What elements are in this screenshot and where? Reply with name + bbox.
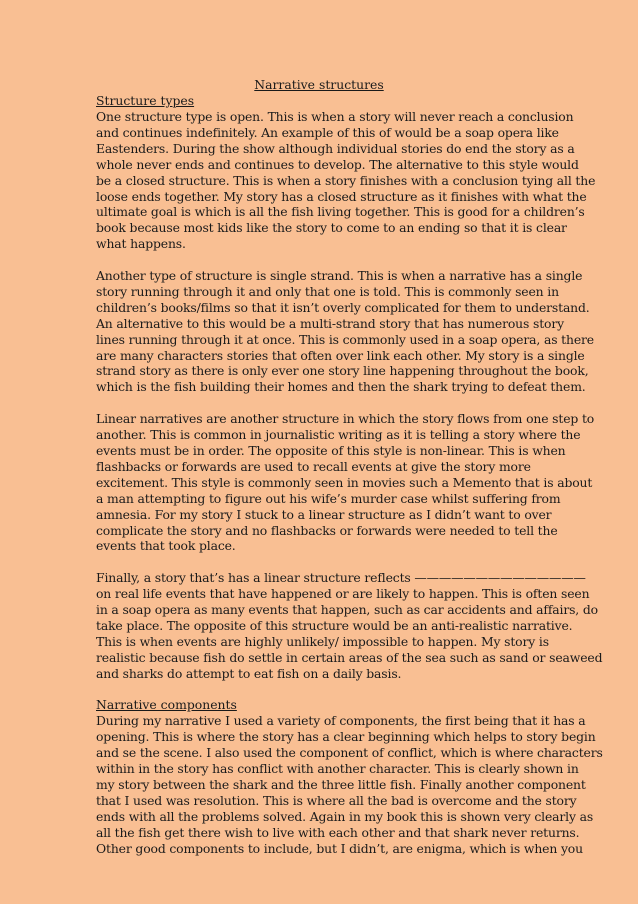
text-line: be a closed structure. This is when a story finishes with a conclusion tying all the bbox=[96, 172, 596, 188]
text-line: and continues indefinitely. An example of this of would be a soap opera like bbox=[96, 124, 559, 140]
paragraph-linear bbox=[96, 411, 595, 554]
text-line: This is when events are highly unlikely/ impossible to happen. My story is bbox=[96, 633, 549, 649]
text-line: which is the fish building their homes and then the shark trying to defeat them. bbox=[96, 379, 586, 395]
text-line: are many characters stories that often over link each other. My story is a single bbox=[96, 347, 585, 363]
text-line: book because most kids like the story to come to an ending so that it is clear bbox=[96, 220, 567, 236]
paragraph-gap bbox=[96, 682, 542, 698]
text-line: excitement. This style is commonly seen in movies such a Memento that is about bbox=[96, 474, 593, 490]
text-line: Another type of structure is single strand. This is when a narrative has a single bbox=[96, 268, 583, 284]
text-line: realistic because fish do settle in certain areas of the sea such as sand or seaweed bbox=[96, 649, 603, 665]
text-line: take place. The opposite of this structure would be an anti-realistic narrative. bbox=[96, 617, 573, 633]
text-line: Eastenders. During the show although individual stories do end the story as a bbox=[96, 140, 575, 156]
text-line: strand story as there is only ever one story line happening throughout the book, bbox=[96, 363, 589, 379]
text-line: ends with all the problems solved. Again in my book this is shown very clearly as bbox=[96, 808, 594, 824]
text-line: all the fish get there wish to live with each other and that shark never returns. bbox=[96, 824, 580, 840]
text-line: flashbacks or forwards are used to recall events at give the story more bbox=[96, 458, 531, 474]
text-line: opening. This is where the story has a clear beginning which helps to story begin bbox=[96, 729, 596, 745]
text-line: Other good components to include, but I didn’t, are enigma, which is when you bbox=[96, 840, 583, 856]
text-line: another. This is common in journalistic writing as it is telling a story where the bbox=[96, 427, 581, 443]
text-line: children’s books/films so that it isn’t overly complicated for them to understand. bbox=[96, 299, 590, 315]
paragraph-single-multi-strand bbox=[96, 268, 594, 395]
text-line: and se the scene. I also used the component of conflict, which is where characters bbox=[96, 745, 603, 761]
text-line: that I used was resolution. This is where all the bad is overcome and the story bbox=[96, 793, 577, 808]
paragraph-gap bbox=[96, 395, 542, 411]
text-line: story running through it and only that one is told. This is commonly seen in bbox=[96, 283, 559, 299]
text-line: complicate the story and no flashbacks or forwards were needed to tell the bbox=[96, 522, 558, 538]
text-line: a man attempting to figure out his wife’s murder case whilst suffering from bbox=[96, 490, 561, 506]
text-line: During my narrative I used a variety of components, the first being that it has a bbox=[96, 713, 586, 729]
text-line: One structure type is open. This is when a story will never reach a conclusion bbox=[96, 109, 574, 124]
text-line: ultimate goal is which is all the fish living together. This is good for a children’s bbox=[96, 204, 585, 220]
section-heading-narrative-components: Narrative components bbox=[96, 697, 237, 713]
text-line: events that took place. bbox=[96, 538, 236, 554]
text-line: and sharks do attempt to eat fish on a daily basis. bbox=[96, 665, 402, 681]
document-title: Narrative structures bbox=[254, 77, 384, 92]
text-line: whole never ends and continues to develop. The alternative to this style would bbox=[96, 156, 579, 172]
text-line: lines running through it at once. This is commonly used in a soap opera, as there bbox=[96, 331, 594, 347]
section-heading-structure-types: Structure types bbox=[96, 93, 195, 108]
text-line: within in the story has conflict with another character. This is clearly shown in bbox=[96, 761, 579, 777]
text-line: in a soap opera as many events that happen, such as car accidents and affairs, do bbox=[96, 602, 598, 618]
text-line: amnesia. For my story I stuck to a linear structure as I didn’t want to over bbox=[96, 506, 552, 522]
text-line: my story between the shark and the three little fish. Finally another component bbox=[96, 777, 586, 793]
text-line: what happens. bbox=[96, 236, 186, 252]
text-line: on real life events that have happened or are likely to happen. This is often seen bbox=[96, 586, 590, 602]
paragraph-gap bbox=[96, 554, 542, 570]
text-line: loose ends together. My story has a closed structure as it finishes with what the bbox=[96, 188, 587, 204]
paragraph-realistic bbox=[96, 570, 603, 681]
text-line: An alternative to this would be a multi-strand story that has numerous story bbox=[96, 315, 564, 331]
paragraph-open-closed bbox=[96, 109, 596, 252]
paragraph-components bbox=[96, 713, 603, 856]
text-line: events must be in order. The opposite of this style is non-linear. This is when bbox=[96, 443, 566, 458]
text-line: Finally, a story that’s has a linear structure reflects —————————————— bbox=[96, 570, 586, 586]
paragraph-gap bbox=[96, 252, 542, 268]
text-line: Linear narratives are another structure in which the story flows from one step to bbox=[96, 411, 595, 427]
